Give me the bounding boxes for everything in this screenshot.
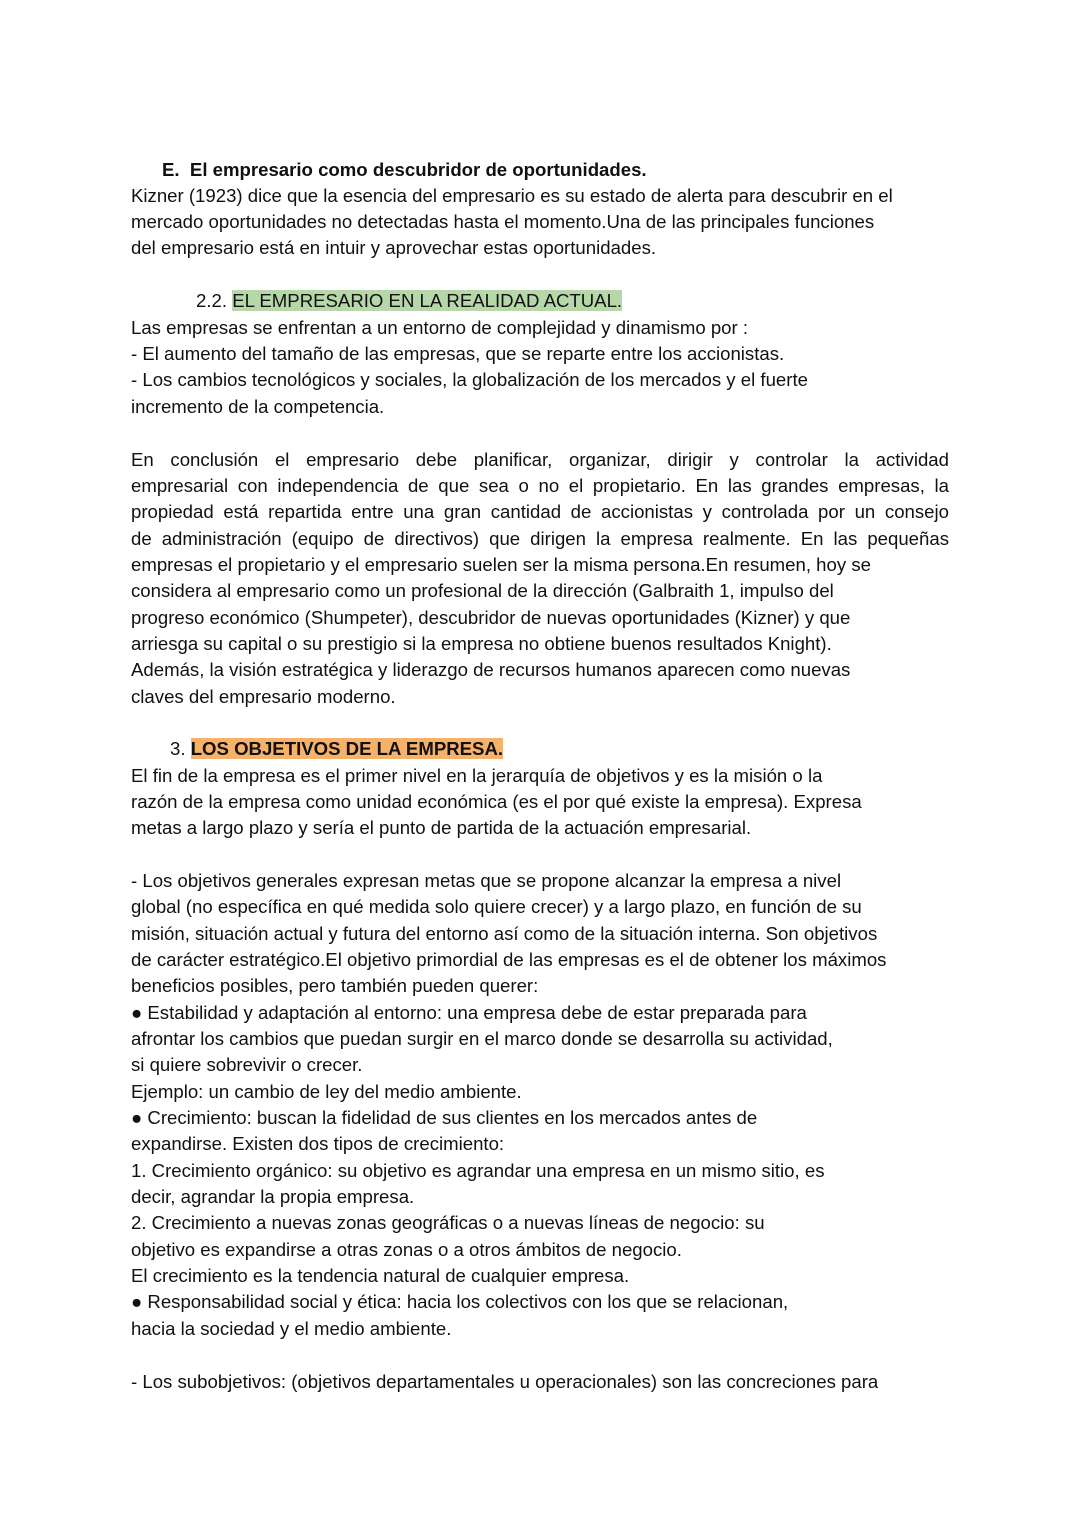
paragraph-line: El fin de la empresa es el primer nivel en la jerarquía de objetivos y es la misión o la	[131, 765, 823, 786]
paragraph-line: incremento de la competencia.	[131, 396, 385, 417]
bullet-item: ● Crecimiento: buscan la fidelidad de sus clientes en los mercados antes de	[131, 1107, 758, 1128]
paragraph-line: expandirse. Existen dos tipos de crecimiento:	[131, 1133, 505, 1154]
paragraph-line: Kizner (1923) dice que la esencia del empresario es su estado de alerta para descubrir en el	[131, 185, 893, 206]
section-22-title: EL EMPRESARIO EN LA REALIDAD ACTUAL.	[232, 290, 623, 311]
section-3-number: 3.	[170, 738, 186, 759]
paragraph-line: - Los cambios tecnológicos y sociales, la globalización de los mercados y el fuerte	[131, 369, 808, 390]
paragraph-line: empresarial con independencia de que sea o no el propietario. En las grandes empresas, la	[131, 475, 949, 496]
paragraph-line: del empresario está en intuir y aprovechar estas oportunidades.	[131, 237, 657, 258]
section-e-title: El empresario como descubridor de oportunidades.	[189, 159, 647, 180]
paragraph-line: - Los subobjetivos: (objetivos departamentales u operacionales) son las concreciones para	[131, 1371, 879, 1392]
paragraph-line: objetivo es expandirse a otras zonas o a otros ámbitos de negocio.	[131, 1239, 682, 1260]
paragraph-line: propiedad está repartida entre una gran cantidad de accionistas y controlada por un consejo	[131, 501, 949, 522]
paragraph-line: El crecimiento es la tendencia natural de cualquier empresa.	[131, 1265, 630, 1286]
paragraph-line: de carácter estratégico.El objetivo primordial de las empresas es el de obtener los máximos	[131, 949, 887, 970]
paragraph-line: - El aumento del tamaño de las empresas, que se reparte entre los accionistas.	[131, 343, 785, 364]
paragraph-line: En conclusión el empresario debe planificar, organizar, dirigir y controlar la actividad	[131, 449, 949, 470]
paragraph-line: decir, agrandar la propia empresa.	[131, 1186, 415, 1207]
paragraph-line: considera al empresario como un profesional de la dirección (Galbraith 1, impulso del	[131, 580, 834, 601]
paragraph-line: afrontar los cambios que puedan surgir en el marco donde se desarrolla su actividad,	[131, 1028, 833, 1049]
paragraph-line: razón de la empresa como unidad económica (es el por qué existe la empresa). Expresa	[131, 791, 862, 812]
paragraph-line: - Los objetivos generales expresan metas que se propone alcanzar la empresa a nivel	[131, 870, 842, 891]
section-e-letter: E.	[162, 159, 180, 180]
section-3-heading	[170, 736, 503, 762]
paragraph-line: metas a largo plazo y sería el punto de partida de la actuación empresarial.	[131, 817, 752, 838]
paragraph-line: misión, situación actual y futura del entorno así como de la situación interna. Son objetivos	[131, 923, 878, 944]
section-3-title: LOS OBJETIVOS DE LA EMPRESA.	[190, 738, 504, 759]
numbered-item: 1. Crecimiento orgánico: su objetivo es agrandar una empresa en un mismo sitio, es	[131, 1160, 825, 1181]
paragraph-line: progreso económico (Shumpeter), descubridor de nuevas oportunidades (Kizner) y que	[131, 607, 851, 628]
paragraph-line: de administración (equipo de directivos) que dirigen la empresa realmente. En las pequeñas	[131, 528, 949, 549]
paragraph-line: hacia la sociedad y el medio ambiente.	[131, 1318, 452, 1339]
bullet-item: ● Estabilidad y adaptación al entorno: una empresa debe de estar preparada para	[131, 1002, 807, 1023]
section-e-heading	[162, 157, 647, 183]
paragraph-line: Ejemplo: un cambio de ley del medio ambiente.	[131, 1081, 522, 1102]
paragraph-line: si quiere sobrevivir o crecer.	[131, 1054, 363, 1075]
paragraph-line: empresas el propietario y el empresario suelen ser la misma persona.En resumen, hoy se	[131, 554, 871, 575]
paragraph-line: arriesga su capital o su prestigio si la empresa no obtiene buenos resultados Knight).	[131, 633, 832, 654]
paragraph-line: Además, la visión estratégica y liderazgo de recursos humanos aparecen como nuevas	[131, 659, 851, 680]
paragraph-line: claves del empresario moderno.	[131, 686, 396, 707]
paragraph-line: Las empresas se enfrentan a un entorno de complejidad y dinamismo por :	[131, 317, 749, 338]
numbered-item: 2. Crecimiento a nuevas zonas geográficas o a nuevas líneas de negocio: su	[131, 1212, 765, 1233]
paragraph-line: global (no específica en qué medida solo quiere crecer) y a largo plazo, en función de su	[131, 896, 862, 917]
bullet-item: ● Responsabilidad social y ética: hacia los colectivos con los que se relacionan,	[131, 1291, 789, 1312]
paragraph-line: beneficios posibles, pero también pueden querer:	[131, 975, 539, 996]
section-22-heading	[196, 288, 622, 314]
section-22-number: 2.2.	[196, 290, 228, 311]
paragraph-line: mercado oportunidades no detectadas hasta el momento.Una de las principales funciones	[131, 211, 875, 232]
